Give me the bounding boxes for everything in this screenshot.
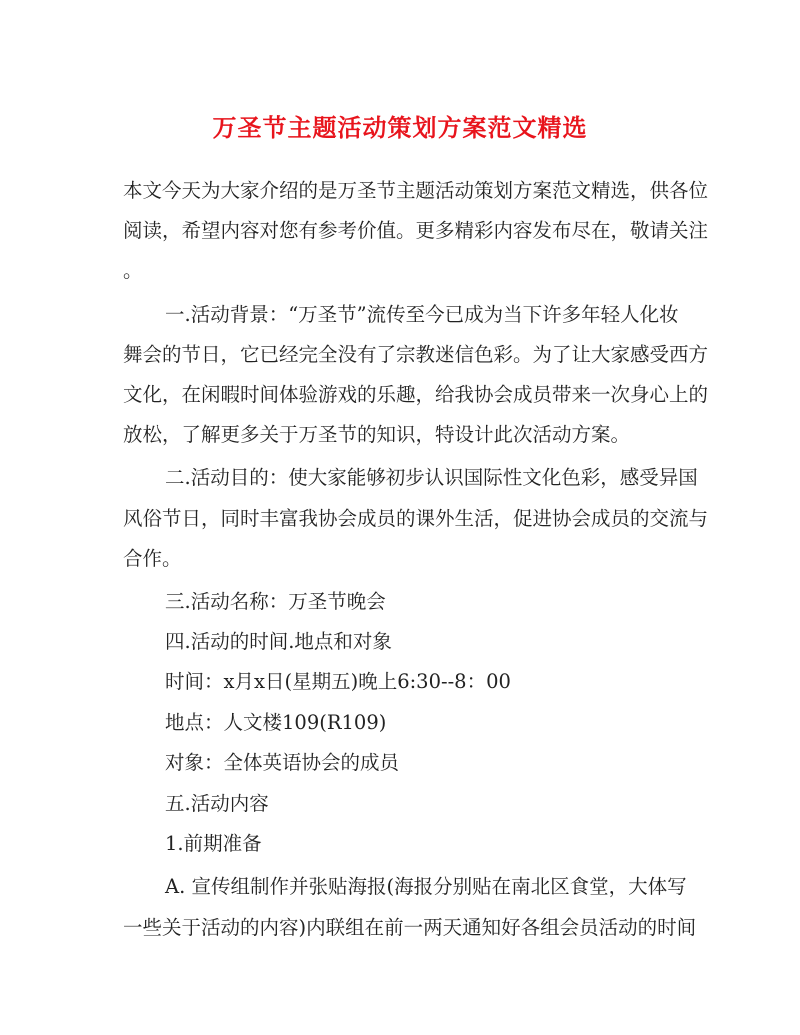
section-heading: 三.活动名称：万圣节晚会 [165, 590, 386, 613]
section-heading: 五.活动内容 [165, 792, 269, 815]
paragraph-line: 风俗节日，同时丰富我协会成员的课外生活，促进协会成员的交流与 [123, 507, 709, 530]
detail-line: 地点：人文楼109(R109) [165, 711, 387, 734]
detail-line: 时间：x月x日(星期五)晚上6:30--8：00 [165, 670, 511, 693]
paragraph-line: 舞会的节日，它已经完全没有了宗教迷信色彩。为了让大家感受西方 [123, 343, 709, 366]
paragraph-line: 一.活动背景：“万圣节”流传至今已成为当下许多年轻人化妆 [165, 303, 679, 326]
paragraph-line: 阅读，希望内容对您有参考价值。更多精彩内容发布尽在，敬请关注 [123, 219, 709, 242]
paragraph-line: 文化，在闲暇时间体验游戏的乐趣，给我协会成员带来一次身心上的 [123, 383, 709, 406]
subsection-heading: 1.前期准备 [165, 832, 262, 855]
paragraph-line: 二.活动目的：使大家能够初步认识国际性文化色彩，感受异国 [165, 466, 698, 489]
detail-line: 对象：全体英语协会的成员 [165, 751, 400, 774]
section-heading: 四.活动的时间.地点和对象 [165, 630, 392, 653]
paragraph-line: 本文今天为大家介绍的是万圣节主题活动策划方案范文精选，供各位 [123, 179, 709, 202]
paragraph-line: 一些关于活动的内容)内联组在前一两天通知好各组会员活动的时间 [123, 916, 697, 939]
paragraph-line: 放松，了解更多关于万圣节的知识，特设计此次活动方案。 [123, 423, 631, 446]
paragraph-line: A. 宣传组制作并张贴海报(海报分别贴在南北区食堂，大体写 [165, 875, 687, 898]
paragraph-line: 合作。 [123, 547, 182, 570]
document-title: 万圣节主题活动策划方案范文精选 [212, 113, 588, 142]
paragraph-line: 。 [123, 259, 143, 282]
